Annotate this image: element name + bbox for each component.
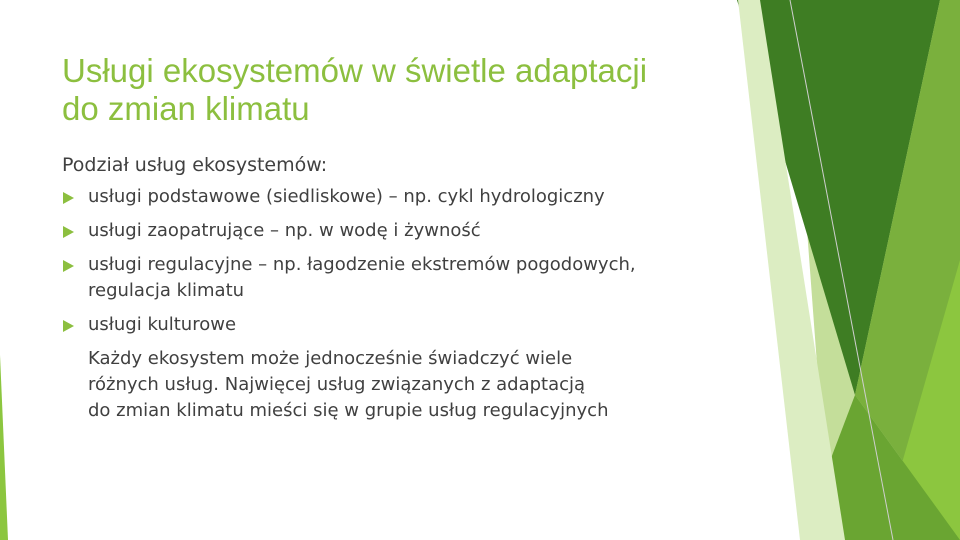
bullet-item: [62, 252, 722, 304]
bullet-text: usługi kulturowe: [88, 314, 237, 335]
title-line-2: do zmian klimatu: [62, 90, 310, 127]
bullet-list: [62, 184, 722, 338]
bullet-arrow-icon: [63, 320, 74, 332]
bullet-arrow-icon: [63, 260, 74, 272]
note-line: do zmian klimatu mieści się w grupie usług regulacyjnych: [88, 400, 609, 421]
note-line: Każdy ekosystem może jednocześnie świadczyć wiele: [88, 348, 573, 369]
facet-left-sliver: [0, 355, 8, 540]
bullet-text: usługi zaopatrujące – np. w wodę i żywność: [88, 220, 481, 241]
subtitle: Podział usług ekosystemów:: [62, 154, 328, 176]
title-line-1: Usługi ekosystemów w świetle adaptacji: [62, 52, 648, 89]
note-line: różnych usług. Najwięcej usług związanych z adaptacją: [88, 374, 586, 395]
bullet-item: [62, 312, 722, 338]
bullet-arrow-icon: [63, 192, 74, 204]
slide-title: [62, 52, 742, 128]
bullet-arrow-icon: [63, 226, 74, 238]
slide-body: [62, 152, 722, 424]
bullet-text: usługi regulacyjne – np. łagodzenie ekstremów pogodowych, regulacja klimatu: [88, 254, 636, 301]
note-paragraph: [62, 346, 722, 424]
bullet-item: [62, 218, 722, 244]
bullet-text: usługi podstawowe (siedliskowe) – np. cykl hydrologiczny: [88, 186, 605, 207]
bullet-item: [62, 184, 722, 210]
